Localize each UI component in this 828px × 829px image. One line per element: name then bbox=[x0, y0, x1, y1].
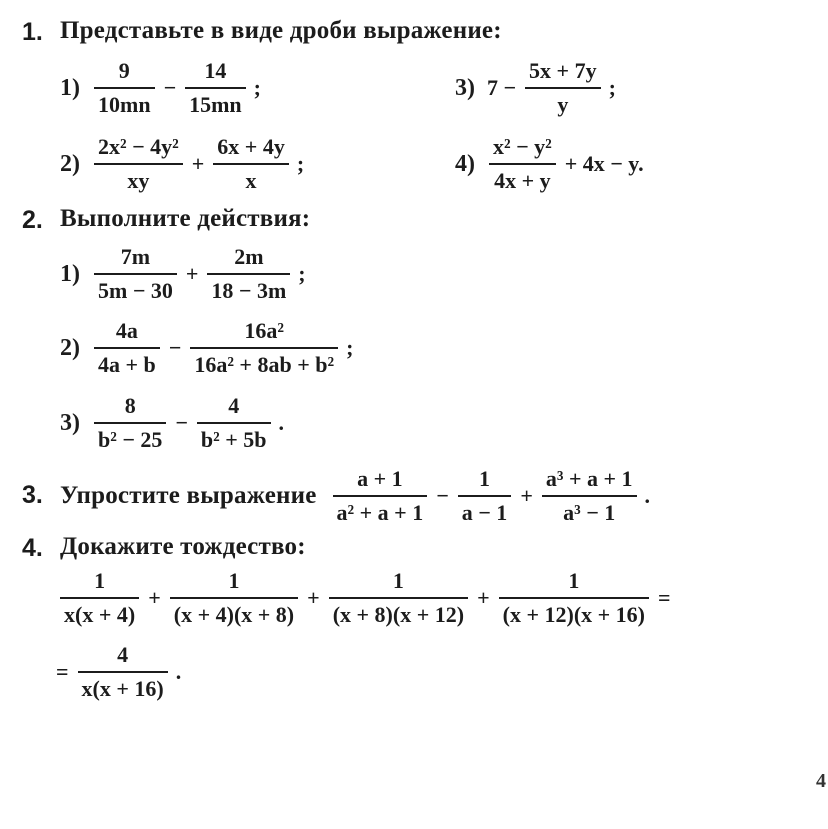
denominator: y bbox=[525, 87, 601, 118]
denominator: 18 − 3m bbox=[207, 273, 290, 304]
item-label: 1) bbox=[60, 74, 80, 101]
denominator: 4a + b bbox=[94, 347, 160, 378]
denominator: 4x + y bbox=[489, 163, 556, 194]
fraction bbox=[458, 466, 512, 526]
numerator: 6x + 4y bbox=[217, 134, 285, 159]
denominator: a − 1 bbox=[458, 495, 512, 526]
task-1-item-4 bbox=[455, 134, 649, 194]
operator: + bbox=[185, 261, 199, 286]
punctuation: ; bbox=[253, 75, 261, 100]
numerator: 5x + 7y bbox=[529, 58, 597, 83]
numerator: 2x² − 4y² bbox=[98, 134, 179, 159]
fraction bbox=[190, 318, 338, 378]
denominator: 15mn bbox=[185, 87, 246, 118]
denominator: b² + 5b bbox=[197, 422, 271, 453]
fraction bbox=[185, 58, 246, 118]
operator: + bbox=[477, 585, 490, 610]
numerator: 16a² bbox=[244, 318, 284, 343]
task-2-heading: Выполните действия: bbox=[60, 205, 311, 232]
task-1-item-1 bbox=[60, 58, 261, 118]
punctuation: . bbox=[175, 659, 182, 684]
fraction bbox=[213, 134, 289, 194]
punctuation: . bbox=[644, 483, 651, 508]
task-2-number: 2. bbox=[22, 206, 43, 234]
item-label: 2) bbox=[60, 334, 80, 361]
item-label: 4) bbox=[455, 150, 475, 177]
denominator: 16a² + 8ab + b² bbox=[190, 347, 338, 378]
task-3-number: 3. bbox=[22, 481, 43, 509]
punctuation: . bbox=[278, 410, 285, 435]
punctuation: ; bbox=[296, 151, 305, 176]
item-label: 3) bbox=[455, 74, 475, 101]
fraction bbox=[94, 134, 183, 194]
item-label: 2) bbox=[60, 150, 80, 177]
denominator: a² + a + 1 bbox=[333, 495, 428, 526]
expression-suffix: + 4x − y. bbox=[564, 151, 644, 176]
denominator: (x + 4)(x + 8) bbox=[170, 597, 298, 628]
task-2-item-2 bbox=[60, 318, 353, 378]
task-1-item-3 bbox=[455, 58, 616, 118]
numerator: a + 1 bbox=[357, 466, 403, 491]
fraction bbox=[489, 134, 556, 194]
fraction bbox=[94, 58, 155, 118]
operator: + bbox=[307, 585, 320, 610]
punctuation: ; bbox=[346, 335, 354, 360]
expression-prefix: 7 − bbox=[487, 75, 517, 100]
task-1-number: 1. bbox=[22, 18, 43, 46]
numerator: 14 bbox=[204, 58, 227, 83]
operator: − bbox=[168, 335, 182, 360]
denominator: x bbox=[213, 163, 289, 194]
fraction bbox=[197, 393, 271, 453]
denominator: 5m − 30 bbox=[94, 273, 177, 304]
denominator: (x + 12)(x + 16) bbox=[499, 597, 649, 628]
fraction bbox=[542, 466, 637, 526]
fraction bbox=[333, 466, 428, 526]
numerator: x² − y² bbox=[493, 134, 552, 159]
task-3-expression bbox=[60, 466, 650, 526]
denominator: x(x + 4) bbox=[60, 597, 139, 628]
fraction bbox=[94, 318, 160, 378]
denominator: xy bbox=[94, 163, 183, 194]
operator: + bbox=[191, 151, 205, 176]
fraction bbox=[78, 642, 168, 702]
task-4-number: 4. bbox=[22, 534, 43, 562]
task-2-item-1 bbox=[60, 244, 306, 304]
numerator: 4 bbox=[117, 642, 129, 667]
denominator: (x + 8)(x + 12) bbox=[329, 597, 468, 628]
task-4-heading: Докажите тождество: bbox=[60, 533, 306, 560]
task-4-identity-left bbox=[56, 568, 676, 628]
denominator: x(x + 16) bbox=[78, 671, 168, 702]
fraction bbox=[329, 568, 468, 628]
punctuation: ; bbox=[298, 261, 306, 286]
task-1-heading: Представьте в виде дроби выражение: bbox=[60, 17, 502, 44]
page-edge-mark: 4 bbox=[816, 770, 826, 792]
numerator: 9 bbox=[118, 58, 130, 83]
operator: − bbox=[175, 410, 188, 435]
denominator: b² − 25 bbox=[94, 422, 166, 453]
operator: − bbox=[436, 483, 449, 508]
numerator: 1 bbox=[94, 568, 106, 593]
operator: + bbox=[148, 585, 161, 610]
denominator: a³ − 1 bbox=[542, 495, 637, 526]
operator: − bbox=[163, 75, 177, 100]
numerator: 1 bbox=[228, 568, 240, 593]
fraction bbox=[207, 244, 290, 304]
task-1-item-2 bbox=[60, 134, 304, 194]
operator: + bbox=[520, 483, 533, 508]
denominator: 10mn bbox=[94, 87, 155, 118]
numerator: 2m bbox=[234, 244, 264, 269]
fraction bbox=[94, 244, 177, 304]
numerator: 1 bbox=[392, 568, 404, 593]
item-label: 3) bbox=[60, 409, 80, 436]
equals-sign: = bbox=[56, 659, 69, 684]
fraction bbox=[60, 568, 139, 628]
fraction bbox=[525, 58, 601, 118]
task-4-identity-right bbox=[56, 642, 181, 702]
item-label: 1) bbox=[60, 260, 80, 287]
fraction bbox=[499, 568, 649, 628]
numerator: 8 bbox=[124, 393, 136, 418]
numerator: 7m bbox=[120, 244, 151, 269]
numerator: 4 bbox=[228, 393, 240, 418]
numerator: a³ + a + 1 bbox=[545, 466, 633, 491]
fraction bbox=[94, 393, 166, 453]
equals-sign: = bbox=[658, 585, 671, 610]
numerator: 1 bbox=[479, 466, 491, 491]
punctuation: ; bbox=[608, 75, 616, 100]
task-2-item-3 bbox=[60, 393, 284, 453]
task-3-heading: Упростите выражение bbox=[60, 482, 317, 509]
fraction bbox=[170, 568, 298, 628]
numerator: 1 bbox=[568, 568, 580, 593]
numerator: 4a bbox=[115, 318, 138, 343]
